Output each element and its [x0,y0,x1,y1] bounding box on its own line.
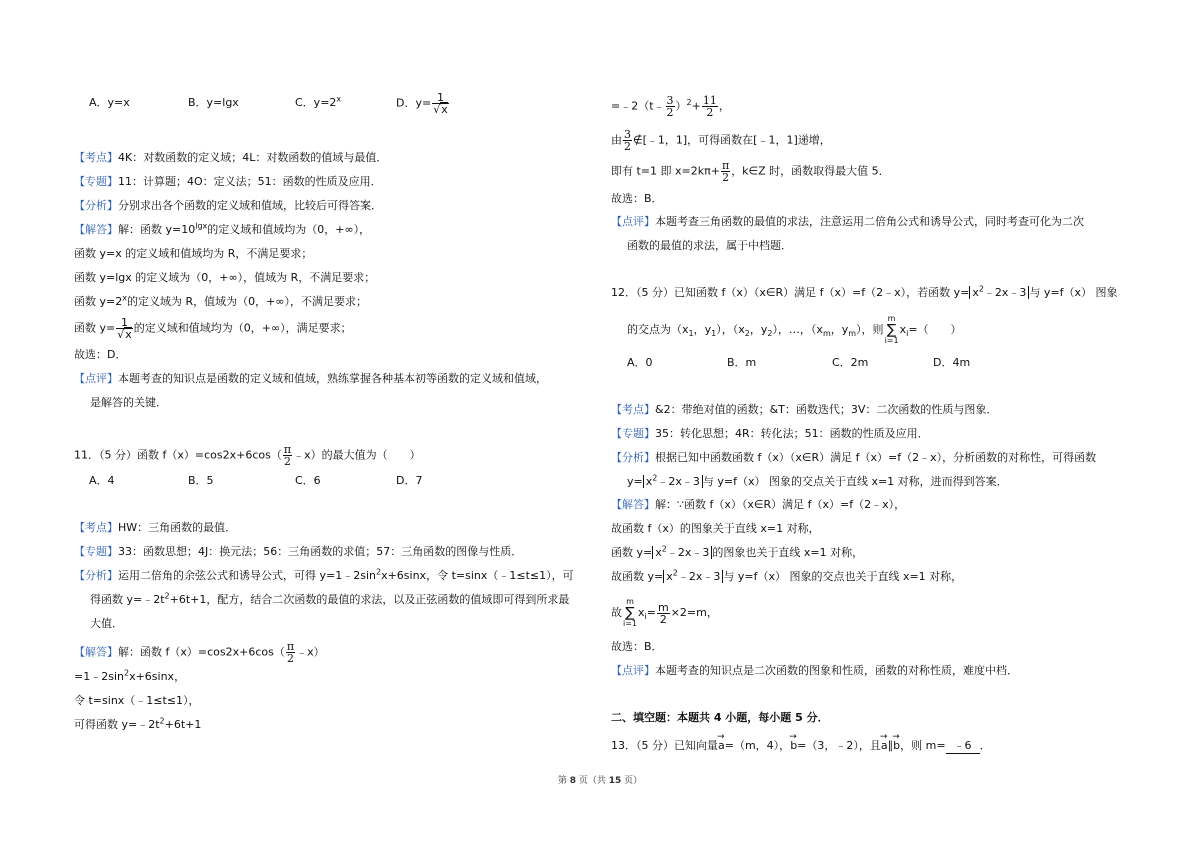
q11-line-4: 可得函数 $y=﹣2t^2+6t+1$ [74,716,202,731]
q10-option-c: C．$y=2^x$ [295,94,342,109]
q12-fenxi-l2: $y= x^2﹣2x﹣3$ 与 y=f（x） 图象的交点关于直线 x=1 对称，进而得到答案． [627,473,1008,488]
q12-line-3: 函数 $y= x^2﹣2x﹣3$ 的图象也关于直线 x=1 对称， [611,544,864,559]
q11-line-3: 令 t=sinx（﹣1≤t≤1）， [74,694,200,707]
q12-jieda: 【解答】解：∵函数 f（x）（x∈R）满足 f（x）=f（2﹣x）， [611,498,906,511]
page-footer: 第 8 页（共 15 页） [557,776,643,786]
q11-line-2: $=1﹣2\sin^2x+6\sin x$， [74,668,186,683]
q10-dianping: 【点评】本题考查的知识点是函数的定义域和值域，熟练掌握各种基本初等函数的定义域和值域， [74,372,547,385]
q12-fenxi: 【分析】根据已知中函数函数 f（x）（x∈R）满足 f（x）=f（2﹣x），分析函数的对称性，可得函数 [611,451,1097,464]
q11-right-line-2: 由 $\frac{3}{2}$ ∉[﹣1，1]，可得函数在[﹣1，1]递增， [611,128,831,153]
q12-line-5: 故m ∑ $i=1x_i=$ $\frac{m}{2}$ ×2=m， [611,597,718,628]
q11-option-a: A．4 [89,474,115,487]
q11-answer: 故选：B． [611,192,663,205]
q12-option-c: C．2m [832,356,869,369]
q11-fenxi-l2: 得函数 $y=﹣2t^2+6t+1$，配方，结合二次函数的最值的求法，以及正弦函数的值域即可得到所求最 [90,591,570,606]
q10-option-a: A．y=x [89,96,130,109]
q10-fenxi: 【分析】分别求出各个函数的定义域和值域，比较后可得答案． [74,199,382,212]
q12-line-2: 故函数 f（x）的图象关于直线 x=1 对称， [611,522,820,535]
q11-kaodian: 【考点】HW：三角函数的最值． [74,521,237,534]
q11-fenxi-l3: 大值． [90,617,123,630]
q10-option-d: D．y= $\frac{1}{√x}$ [396,91,448,116]
q12-option-a: A．0 [627,356,653,369]
q10-jieda: 【解答】解：函数 $y=10^{lgx}$的定义域和值域均为（0，+∞）， [74,221,371,236]
q11-option-b: B．5 [188,474,214,487]
q10-dianping-cont: 是解答的关键． [90,396,167,409]
q12-line-4: 故函数 $y= x^2﹣2x﹣3$ 与 y=f（x） 图象的交点也关于直线 x=1 对称， [611,568,963,583]
q10-line-5: 函数 y= $\frac{1}{√x}$ 的定义域和值域均为（0，+∞），满足要求； [74,316,352,341]
q12-zhuanti: 【专题】35：转化思想；4R：转化法；51：函数的性质及应用． [611,427,929,440]
q10-line-2: 函数 y=x 的定义域和值域均为 R，不满足要求； [74,247,313,260]
q13-stem: 13．（5 分）已知向量→ a=（m，4），→ b=（3，﹣2），且→ a∥→ b，则 m= ﹣6 ． [611,739,991,754]
q11-stem: 11．（5 分）函数 f（x）=cos2x+6cos（ $\frac{\pi}{2}$ ﹣x）的最大值为（ ） [74,443,421,468]
q11-jieda: 【解答】解：函数 f（x）=cos2x+6cos（ $\frac{\pi}{2}$ ﹣x） [74,640,325,665]
q11-zhuanti: 【专题】33：函数思想；4J：换元法；56：三角函数的求值；57：三角函数的图像与性质． [74,545,523,558]
q11-right-line-3: 即有 t=1 即 x=2kπ+ $\frac{\pi}{2}$ ，k∈Z 时，函数取得最大值 5． [611,159,890,184]
q12-stem-2: 的交点为（$x_1$，$y_1$），（$x_2$，$y_2$），…，（$x_m$，$y_m$），则m ∑ $i=1x_i=$（ ） [627,314,962,345]
q12-kaodian: 【考点】&2：带绝对值的函数；&T：函数迭代；3V：二次函数的性质与图象． [611,403,998,416]
q10-line-4: 函数 $y=2^x$的定义域为 R，值域为（0，+∞），不满足要求； [74,293,367,308]
q10-answer: 故选：D． [74,348,127,361]
q10-line-3: 函数 y=lgx 的定义域为（0，+∞），值域为 R，不满足要求； [74,271,376,284]
q12-option-d: D．4m [933,356,971,369]
q12-answer: 故选：B． [611,640,663,653]
q13-answer-blank: ﹣6 [946,739,980,754]
q10-kaodian: 【考点】4K：对数函数的定义域；4L：对数函数的值域与最值． [74,151,388,164]
q11-dianping: 【点评】本题考查三角函数的最值的求法，注意运用二倍角公式和诱导公式，同时考查可化为二次 [611,215,1084,228]
q11-right-line-1: =﹣2（t﹣ $\frac{3}{2}$ ）$^2$+ $\frac{11}{2}$ ， [611,94,730,119]
q12-option-b: B．m [727,356,757,369]
q12-stem: 12．（5 分）已知函数 f（x）（x∈R）满足 f（x）=f（2﹣x），若函数 $y= x^2﹣2x﹣3$ 与 y=f（x） 图象 [611,284,1118,299]
q11-option-c: C．6 [295,474,321,487]
q11-fenxi: 【分析】运用二倍角的余弦公式和诱导公式，可得 $y=1﹣2\sin^2x+6\sin x$，令 t=sinx（﹣1≤t≤1），可 [74,567,574,582]
q10-option-b: B．y=lgx [188,96,239,109]
q11-dianping-cont: 函数的最值的求法，属于中档题． [627,239,792,252]
q11-option-d: D．7 [396,474,423,487]
q12-dianping: 【点评】本题考查的知识点是二次函数的图象和性质，函数的对称性质，难度中档． [611,664,1018,677]
q10-zhuanti: 【专题】11：计算题；4O：定义法；51：函数的性质及应用． [74,175,382,188]
section-title-fill-in: 二、填空题：本题共 4 小题，每小题 5 分． [611,711,829,724]
